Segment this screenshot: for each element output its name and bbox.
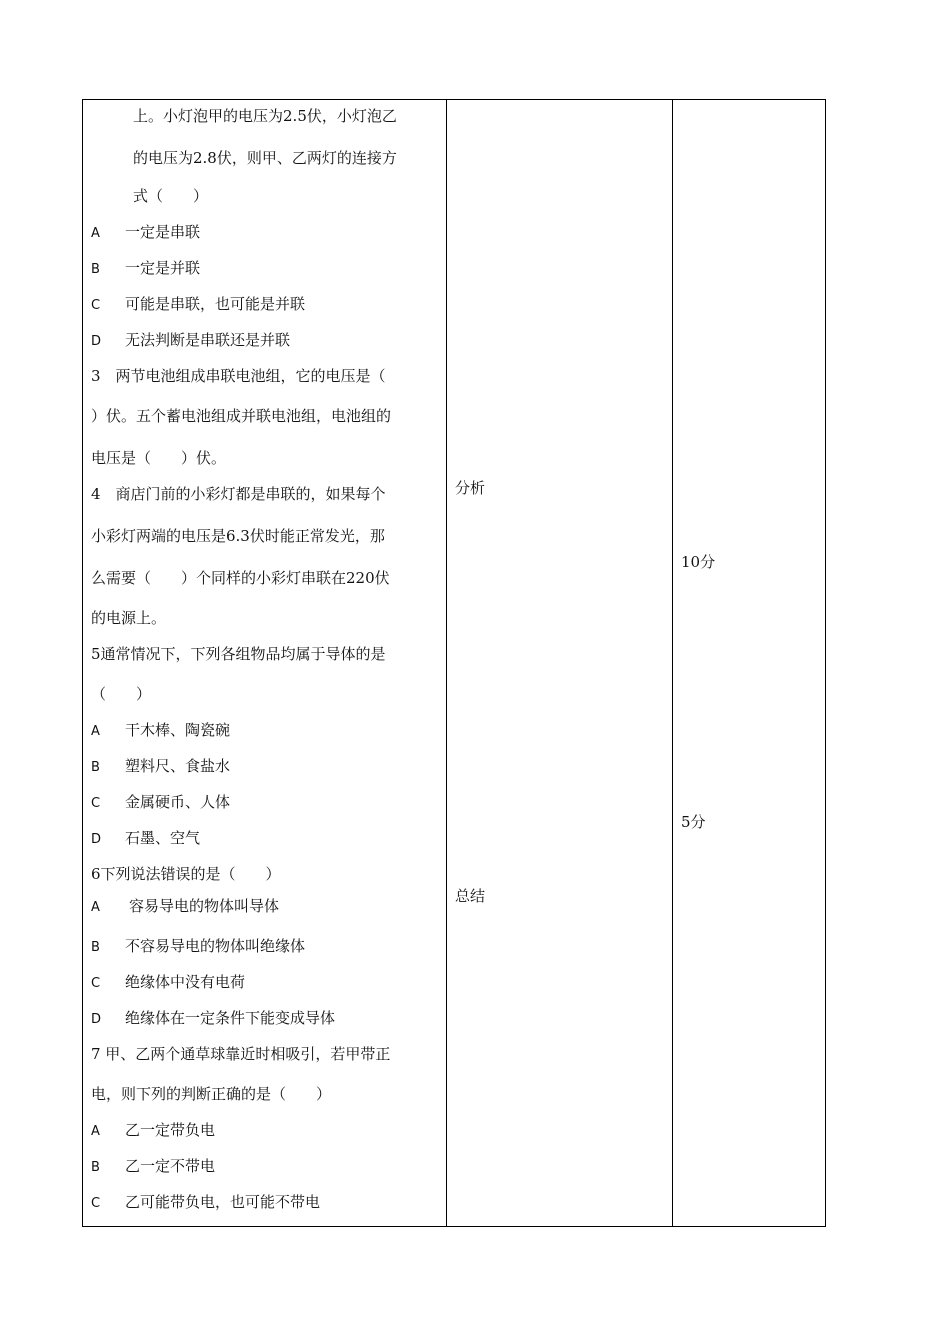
question-4-line: 小彩灯两端的电压是6.3伏时能正常发光，那 [91,527,385,545]
option-line [91,792,230,814]
option-line [91,330,290,352]
text-line: 的电压为2.8伏，则甲、乙两灯的连接方 [133,149,397,167]
question-6-line: 6下列说法错误的是（ ） [91,865,281,883]
question-4-line: 的电源上。 [91,609,167,627]
option-text: 一定是串联 [125,223,201,241]
option-line [91,972,245,994]
question-3-line: ）伏。五个蓄电池组成并联电池组，电池组的 [91,407,392,425]
option-letter: C [91,796,101,811]
time-label: 10分 [681,553,716,571]
option-text: 不容易导电的物体叫绝缘体 [125,937,306,955]
option-line [91,896,279,918]
option-letter: D [91,334,102,349]
option-letter: A [91,724,100,739]
option-letter: B [91,940,100,955]
option-text: 一定是并联 [125,259,201,277]
option-letter: B [91,262,100,277]
question-7-line: 7 甲、乙两个通草球靠近时相吸引，若甲带正 [91,1045,391,1063]
time-label: 5分 [681,813,706,831]
option-line [91,720,230,742]
option-line [91,1192,320,1214]
option-letter: B [91,760,100,775]
text-line: 上。小灯泡甲的电压为2.5伏，小灯泡乙 [133,107,397,125]
option-text: 塑料尺、食盐水 [125,757,231,775]
option-line [91,1008,335,1030]
option-letter: D [91,1012,102,1027]
question-3-line: 电压是（ ）伏。 [91,449,227,467]
question-7-line: 电，则下列的判断正确的是（ ） [91,1085,332,1103]
summary-label: 总结 [455,887,486,905]
option-text: 容易导电的物体叫导体 [129,897,280,915]
option-line [91,1120,215,1142]
option-text: 金属硬币、人体 [125,793,231,811]
question-5-line: 5通常情况下，下列各组物品均属于导体的是 [91,645,386,663]
option-line [91,258,200,280]
option-line [91,222,200,244]
option-letter: C [91,298,101,313]
option-text: 乙可能带负电，也可能不带电 [125,1193,321,1211]
option-line [91,1156,215,1178]
option-text: 可能是串联，也可能是并联 [125,295,306,313]
option-letter: B [91,1160,100,1175]
lesson-table [82,99,826,1227]
option-line [91,828,200,850]
question-3-line: 3 两节电池组成串联电池组，它的电压是（ [91,367,386,385]
option-text: 无法判断是串联还是并联 [125,331,291,349]
option-line [91,756,230,778]
option-line [91,936,305,958]
option-text: 乙一定带负电 [125,1121,216,1139]
exercise-column [83,100,447,1226]
option-text: 干木棒、陶瓷碗 [125,721,231,739]
column-divider [672,100,673,1226]
option-letter: C [91,1196,101,1211]
option-letter: C [91,976,101,991]
option-text: 石墨、空气 [125,829,201,847]
option-letter: A [91,1124,100,1139]
text-line: 式（ ） [133,187,209,205]
analysis-label: 分析 [455,479,486,497]
question-4-line: 么需要（ ）个同样的小彩灯串联在220伏 [91,569,390,587]
option-letter: A [91,226,100,241]
option-letter: D [91,832,102,847]
question-5-line: （ ） [91,685,152,703]
option-text: 乙一定不带电 [125,1157,216,1175]
option-letter: A [91,900,100,915]
option-line [91,294,305,316]
option-text: 绝缘体中没有电荷 [125,973,246,991]
question-4-line: 4 商店门前的小彩灯都是串联的，如果每个 [91,485,386,503]
option-text: 绝缘体在一定条件下能变成导体 [125,1009,336,1027]
